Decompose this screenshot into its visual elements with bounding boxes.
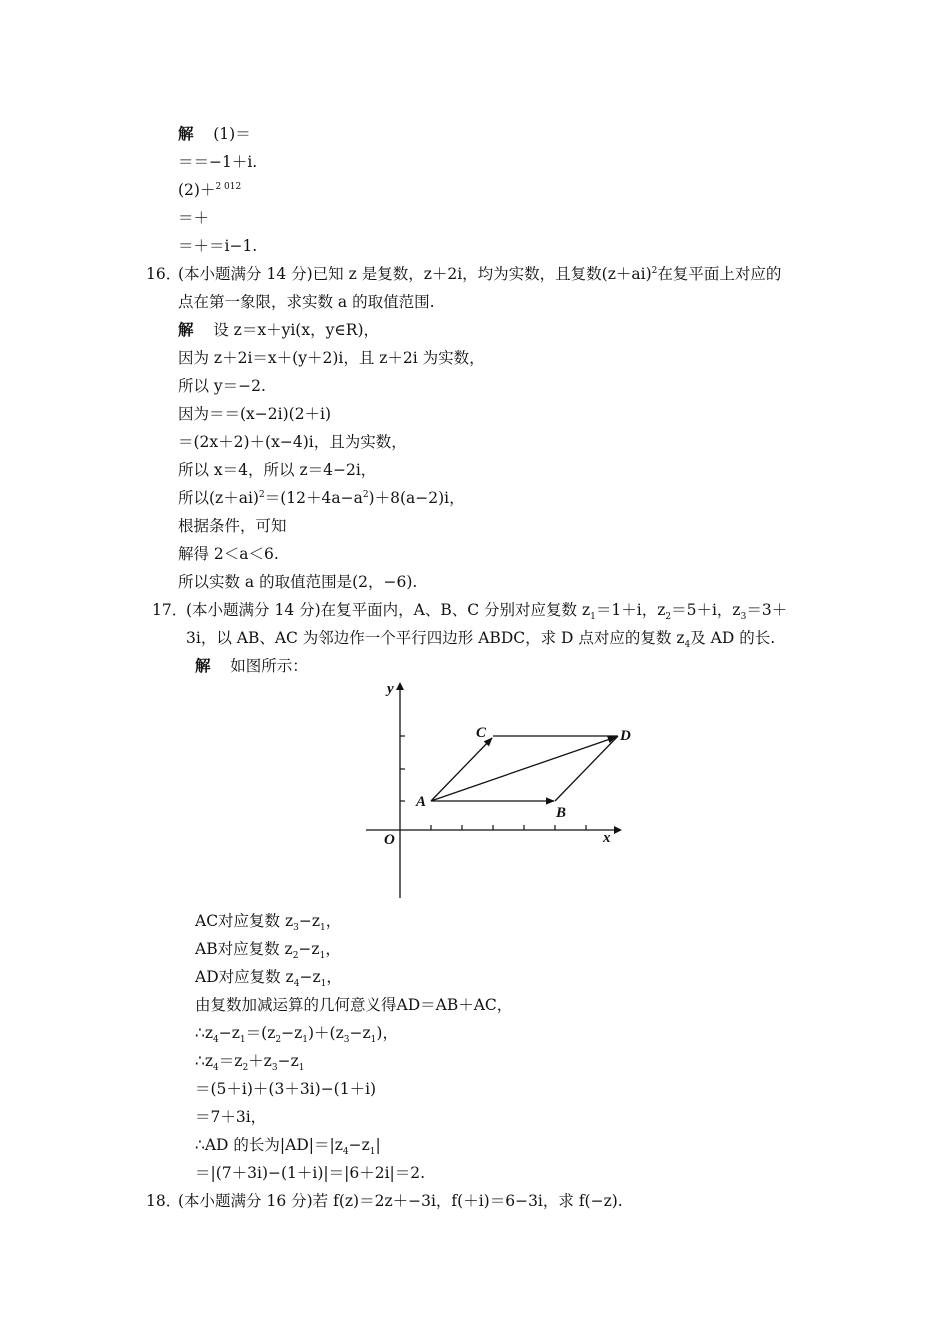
solution-line: AC对应复数 $z_3-z_1$， [195,912,342,934]
solution-line: $\therefore z_4-z_1=(z_2-z_1)+(z_3-z_1)$， [195,1024,398,1046]
solution-label: 解 [195,656,211,675]
solution-line: ∴AD 的长为$|AD|=|z_4-z_1|$ [195,1136,381,1158]
problem-17-question: (本小题满分 14 分)在复平面内，A、B、C 分别对应复数 $z_1=1+i$，$z_2=5+i$，$z_3=3+$ [186,601,788,623]
solution-line: 解 设 z＝x＋yi(x，y∈R)， [178,320,380,339]
solution-line: 所以 x＝4，所以 z＝4−2i， [178,461,377,479]
solution-line: ＝(2x＋2)＋(x−4)i，且为实数， [178,433,407,451]
problem-18-question: (本小题满分 16 分)若 f(z)＝2z＋−3i，f(＋i)＝6−3i，求 f(−z). [178,1192,623,1210]
solution-line: 所以实数 a 的取值范围是(2，−6). [178,573,418,591]
solution-line: 所以 y＝−2. [178,377,266,395]
x-axis-label: x [603,830,611,846]
solution-line: ＝|(7＋3i)−(1＋i)|＝|6＋2i|＝2. [195,1164,426,1182]
segment-bd [555,736,618,801]
y-axis-arrow-icon [396,682,404,690]
complex-plane-figure [360,676,631,900]
point-d-label: D [620,728,631,744]
x-ticks [431,825,586,830]
solution-line: 由复数加减运算的几何意义得AD＝AB＋AC， [195,996,513,1014]
solution-line: ＝＋＝i−1. [178,237,258,255]
solution-line: AB对应复数 $z_2-z_1$， [195,940,341,962]
point-a-label: A [416,794,427,810]
solution-line: (2)＋$^{2 012}$ [178,181,242,199]
y-ticks [400,736,405,801]
solution-line: AD对应复数 $z_4-z_1$， [195,968,342,990]
solution-line: ＝7＋3i， [195,1108,267,1126]
vector-ad [431,737,616,801]
y-axis-label: y [387,681,394,697]
solution-line: $\therefore z_4=z_2+z_3-z_1$ [195,1052,305,1074]
solution-label: 解 [178,320,194,339]
problem-16-question: 点在第一象限，求实数 a 的取值范围. [178,293,435,311]
solution-line: 解 (1)＝ [178,124,251,143]
problem-18-number: 18． [146,1192,182,1210]
solution-line: 根据条件，可知 [178,517,287,535]
solution-line: ＝＝−1＋i. [178,153,258,171]
solution-line: ＝＋ [178,209,210,227]
problem-17-question: 3i，以 AB、AC 为邻边作一个平行四边形 ABDC，求 D 点对应的复数 $z_4$及 AD 的长. [186,629,776,651]
problem-16-question: (本小题满分 14 分)已知 z 是复数，z＋2i，均为实数，且复数$(z+ai)^2$在复平面上对应的 [178,265,782,283]
solution-line: 解得 2＜a＜6. [178,545,279,563]
solution-line: 因为 z＋2i＝x＋(y＋2)i，且 z＋2i 为实数， [178,349,485,367]
point-c-label: C [476,725,487,741]
problem-16-number: 16． [146,265,182,283]
vector-ac [431,738,492,801]
solution-line: 解 如图所示： [195,656,308,675]
origin-label: O [384,832,395,848]
solution-label: 解 [178,124,194,143]
x-axis-arrow-icon [614,826,622,834]
solution-line: ＝(5＋i)＋(3＋3i)−(1＋i) [195,1080,377,1098]
point-b-label: B [556,805,567,821]
solution-line: 所以$(z+ai)^2=(12+4a-a^2)+8(a-2)i$， [178,489,465,507]
solution-line: 因为＝＝(x−2i)(2＋i) [178,405,332,423]
problem-17-number: 17． [152,601,188,619]
